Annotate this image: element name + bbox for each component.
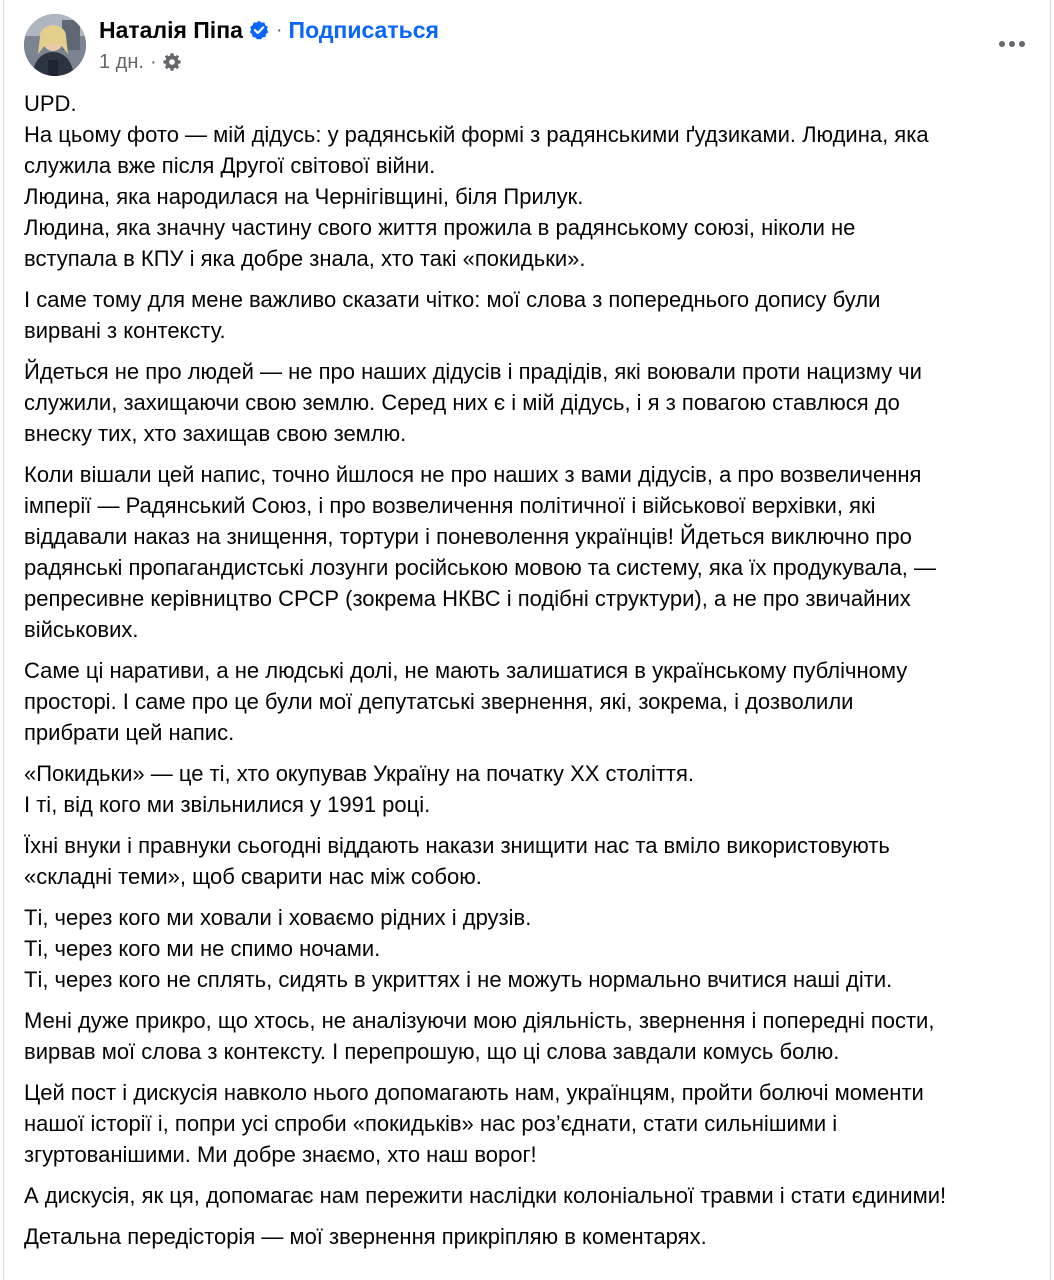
author-line <box>99 14 439 46</box>
post-text-line: Коли вішали цей напис, точно йшлося не про наших з вами дідусів, а про возвеличення <box>24 462 922 487</box>
post-text-line: нашої історії і, попри усі спроби «покидьків» нас роз’єднати, стати сильнішими і <box>24 1111 838 1136</box>
verified-badge-icon <box>249 20 269 40</box>
avatar-photo <box>24 14 86 76</box>
post-text-line: Цей пост і дискусія навколо нього допомагають нам, українцям, пройти болючі моменти <box>24 1080 924 1105</box>
header-separator: · <box>275 18 283 41</box>
post-paragraph <box>24 1221 1036 1252</box>
post-text-line: UPD. <box>24 91 77 116</box>
post-text <box>24 88 1036 1262</box>
post-text-line: Саме ці наративи, а не людські долі, не мають залишатися в українському публічному <box>24 658 908 683</box>
post-paragraph <box>24 1005 1036 1067</box>
post-text-line: служила вже після Другої світової війни. <box>24 153 436 178</box>
gear-icon[interactable] <box>163 53 181 71</box>
post-text-line: радянські пропагандистські лозунги російською мовою та систему, яка їх продукувала, — <box>24 555 937 580</box>
post-text-line: віддавали наказ на знищення, тортури і поневолення українців! Йдеться виключно про <box>24 524 912 549</box>
post-text-line: згуртованішими. Ми добре знаємо, хто наш ворог! <box>24 1142 537 1167</box>
post-text-line: служили, захищаючи свою землю. Серед них є і мій дідусь, і я з повагою ставлюся до <box>24 390 900 415</box>
follow-button[interactable]: Подписаться <box>288 16 439 43</box>
post-timestamp[interactable]: 1 дн. <box>99 50 144 73</box>
post-text-line: Детальна передісторія — мої звернення прикріпляю в коментарях. <box>24 1224 707 1249</box>
post-text-line: Ті, через кого ми ховали і ховаємо рідних і друзів. <box>24 905 532 930</box>
author-avatar[interactable] <box>24 14 86 76</box>
post-text-line: вступала в КПУ і яка добре знала, хто такі «покидьки». <box>24 246 586 271</box>
post-text-line: прибрати цей напис. <box>24 720 235 745</box>
post-paragraph <box>24 1180 1036 1211</box>
post-text-line: Ті, через кого ми не спимо ночами. <box>24 936 381 961</box>
post-meta <box>99 48 181 76</box>
post-paragraph <box>24 758 1036 820</box>
post-text-line: вирвані з контексту. <box>24 318 226 343</box>
post-header <box>4 0 1050 90</box>
post-paragraph <box>24 1077 1036 1170</box>
more-options-button[interactable] <box>992 26 1032 62</box>
more-options-icon <box>998 40 1026 48</box>
meta-separator: · <box>149 50 157 73</box>
post-text-line: На цьому фото — мій дідусь: у радянській формі з радянськими ґудзиками. Людина, яка <box>24 122 929 147</box>
facebook-post <box>3 0 1051 1280</box>
post-text-line: вирвав мої слова з контексту. І перепрошую, що ці слова завдали комусь болю. <box>24 1039 840 1064</box>
post-text-line: Людина, яка народилася на Чернігівщині, біля Прилук. <box>24 184 584 209</box>
post-text-line: внеску тих, хто захищав свою землю. <box>24 421 407 446</box>
post-text-line: репресивне керівництво СРСР (зокрема НКВС і подібні структури), а не про звичайних <box>24 586 911 611</box>
post-text-line: Людина, яка значну частину свого життя прожила в радянському союзі, ніколи не <box>24 215 856 240</box>
post-text-line: А дискусія, як ця, допомагає нам пережити наслідки колоніальної травми і стати єдиними! <box>24 1183 947 1208</box>
post-text-line: Мені дуже прикро, що хтось, не аналізуючи мою діяльність, звернення і попередні пости, <box>24 1008 935 1033</box>
post-paragraph <box>24 459 1036 645</box>
post-text-line: Їхні внуки і правнуки сьогодні віддають накази знищити нас та вміло використовують <box>24 833 890 858</box>
post-text-line: військових. <box>24 617 139 642</box>
post-text-line: просторі. І саме про це були мої депутатські звернення, які, зокрема, і дозволили <box>24 689 854 714</box>
post-text-line: І саме тому для мене важливо сказати чітко: мої слова з попереднього допису були <box>24 287 881 312</box>
post-paragraph <box>24 284 1036 346</box>
post-paragraph <box>24 88 1036 274</box>
post-text-line: «Покидьки» — це ті, хто окупував Україну на початку ХХ століття. <box>24 761 695 786</box>
post-text-line: І ті, від кого ми звільнилися у 1991 році. <box>24 792 431 817</box>
post-paragraph <box>24 356 1036 449</box>
post-text-line: Ті, через кого не сплять, сидять в укриттях і не можуть нормально вчитися наші діти. <box>24 967 893 992</box>
post-text-line: імперії — Радянський Союз, і про возвеличення політичної і військової верхівки, які <box>24 493 876 518</box>
author-name-link[interactable]: Наталія Піпа <box>99 16 243 43</box>
post-paragraph <box>24 830 1036 892</box>
post-text-line: «складні теми», щоб сварити нас між собою. <box>24 864 482 889</box>
post-paragraph <box>24 655 1036 748</box>
post-text-line: Йдеться не про людей — не про наших дідусів і прадідів, які воювали проти нацизму чи <box>24 359 922 384</box>
post-paragraph <box>24 902 1036 995</box>
